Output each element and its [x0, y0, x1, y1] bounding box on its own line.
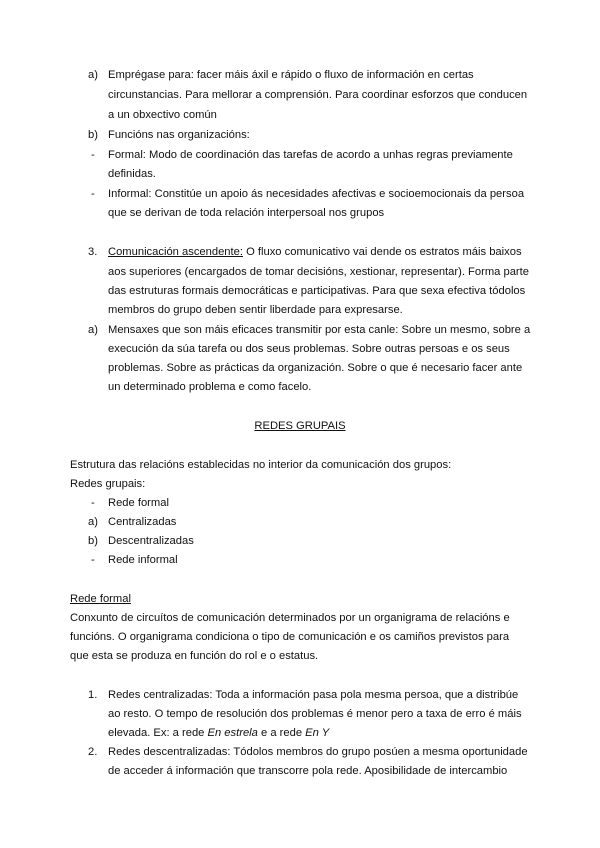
section-title: REDES GRUPAIS [254, 420, 346, 432]
dash-marker: - [91, 188, 95, 200]
paragraph-line: Estrutura das relacións establecidas no interior da comunicación dos grupos: [70, 459, 452, 471]
paragraph-line: das estruturas formais democráticas e participativas. Para que sexa efectiva tódolos [108, 285, 526, 297]
list-marker: a) [88, 324, 98, 336]
paragraph-line: Mensaxes que son máis eficaces transmitir por esta canle: Sobre un mesmo, sobre a [108, 324, 531, 336]
subsection-heading: Rede formal [70, 593, 131, 605]
item-heading: Comunicación ascendente: [108, 246, 243, 258]
list-marker: 3. [88, 246, 98, 258]
paragraph-line: a un obxectivo común [108, 109, 217, 121]
paragraph-line: ao resto. O tempo de resolución dos problemas é menor pero a taxa de erro é máis [108, 708, 522, 720]
paragraph-line: Emprégase para: facer máis áxil e rápido o fluxo de información en certas [108, 69, 474, 81]
list-marker: b) [88, 535, 98, 547]
paragraph-line: de acceder á información que transcorre pola rede. Aposibilidade de intercambio [108, 765, 508, 777]
paragraph-line: membros do grupo deben sentir liberdade para expresarse. [108, 304, 403, 316]
paragraph-line: Redes grupais: [70, 478, 146, 490]
paragraph-line: circunstancias. Para mellorar a comprensión. Para coordinar esforzos que conducen [108, 89, 528, 101]
paragraph-line: Conxunto de circuítos de comunicación determinados por un organigrama de relacións e [70, 612, 510, 624]
list-marker: a) [88, 516, 98, 528]
list-marker: b) [88, 129, 98, 141]
list-item: Descentralizadas [108, 535, 194, 547]
dash-marker: - [91, 554, 95, 566]
paragraph-line: elevada. Ex: a rede En estrela e a rede En Y [108, 727, 330, 739]
paragraph-line: problemas. Sobre as prácticas da organización. Sobre o que é necesario facer ante [108, 362, 523, 374]
italic-term: En Y [305, 727, 330, 739]
paragraph-line: execución da súa tarefa ou dos seus problemas. Sobre outras persoas e os seus [108, 343, 510, 355]
paragraph-line: Informal: Constitúe un apoio ás necesidades afectivas e socioemocionais da persoa [108, 188, 525, 200]
list-item: Rede formal [108, 497, 169, 509]
paragraph-line: funcións. O organigrama condiciona o tipo de comunicación e os camiños previstos para [70, 631, 510, 643]
list-item: Centralizadas [108, 516, 177, 528]
paragraph-line: que se derivan de toda relación interpersoal nos grupos [108, 207, 385, 219]
item-text: O fluxo comunicativo vai dende os estratos máis baixos [242, 246, 522, 258]
list-marker: a) [88, 69, 98, 81]
paragraph-line: un determinado problema e como facelo. [108, 381, 312, 393]
italic-term: En estrela [207, 727, 258, 739]
paragraph-line: Redes centralizadas: Toda a información pasa pola mesma persoa, que a distribúe [108, 689, 519, 701]
list-marker: 2. [88, 746, 98, 758]
list-marker: 1. [88, 689, 98, 701]
list-item: Rede informal [108, 554, 178, 566]
dash-marker: - [91, 149, 95, 161]
list-item: Funcións nas organizacións: [108, 129, 250, 141]
paragraph-line [108, 245, 522, 259]
paragraph-line: definidas. [108, 168, 156, 180]
paragraph-line: Redes descentralizadas: Tódolos membros do grupo posúen a mesma oportunidade [108, 746, 528, 758]
paragraph-line: que esta se produza en función do rol e o estatus. [70, 650, 319, 662]
paragraph-line: Formal: Modo de coordinación das tarefas de acordo a unhas regras previamente [108, 149, 513, 161]
dash-marker: - [91, 497, 95, 509]
paragraph-line: aos superiores (encargados de tomar decisións, xestionar, representar). Forma parte [108, 266, 529, 278]
